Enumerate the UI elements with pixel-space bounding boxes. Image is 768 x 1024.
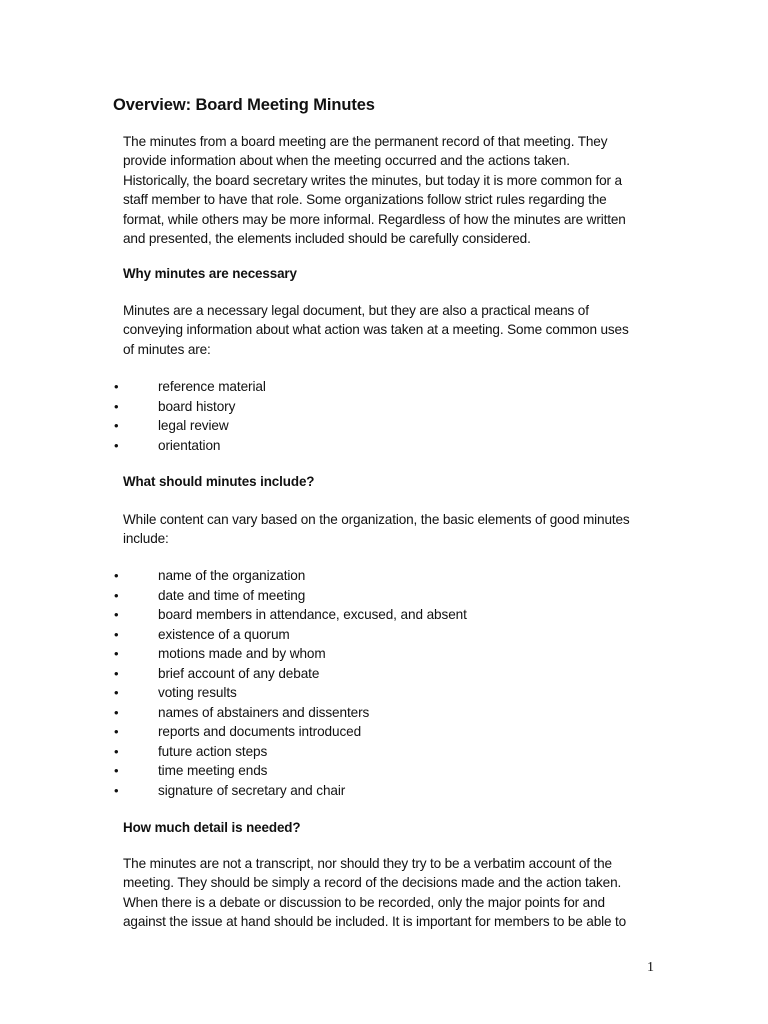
elements-bullet-list <box>0 566 768 800</box>
detail-line: The minutes are not a transcript, nor should they try to be a verbatim account of the <box>123 856 612 871</box>
list-item <box>0 742 768 762</box>
intro-line: provide information about when the meeting occurred and the actions taken. <box>123 153 570 169</box>
include-line: include: <box>123 531 169 547</box>
uses-bullet-list <box>0 377 768 455</box>
bullet-icon: • <box>114 704 119 720</box>
list-item-text: voting results <box>158 685 237 700</box>
list-item-text: reference material <box>158 379 266 394</box>
list-item <box>0 644 768 664</box>
list-item-text: orientation <box>158 437 221 453</box>
bullet-icon: • <box>114 743 119 759</box>
list-item-text: board members in attendance, excused, and absent <box>158 607 467 622</box>
list-item <box>0 605 768 625</box>
section-heading-include: What should minutes include? <box>123 474 315 489</box>
bullet-icon: • <box>114 607 119 622</box>
list-item-text: name of the organization <box>158 568 306 583</box>
include-paragraph <box>123 510 663 549</box>
bullet-icon: • <box>114 685 119 700</box>
list-item-text: brief account of any debate <box>158 665 320 681</box>
list-item <box>0 664 768 684</box>
bullet-icon: • <box>114 665 119 681</box>
list-item-text: future action steps <box>158 743 268 759</box>
why-paragraph <box>123 301 663 359</box>
intro-line: Historically, the board secretary writes the minutes, but today it is more common for a <box>123 172 622 188</box>
list-item <box>0 722 768 742</box>
why-line: conveying information about what action was taken at a meeting. Some common uses <box>123 322 629 338</box>
list-item <box>0 781 768 801</box>
bullet-icon: • <box>114 418 119 433</box>
bullet-icon: • <box>114 626 119 642</box>
why-line: of minutes are: <box>123 341 211 357</box>
list-item <box>0 566 768 586</box>
intro-line: The minutes from a board meeting are the permanent record of that meeting. They <box>123 134 608 149</box>
page-number: 1 <box>647 960 654 975</box>
list-item <box>0 416 768 436</box>
intro-line: and presented, the elements included should be carefully considered. <box>123 231 531 247</box>
why-line: Minutes are a necessary legal document, but they are also a practical means of <box>123 303 589 318</box>
bullet-icon: • <box>114 437 119 453</box>
bullet-icon: • <box>114 568 119 583</box>
detail-paragraph <box>123 854 663 932</box>
list-item-text: motions made and by whom <box>158 646 326 661</box>
list-item-text: existence of a quorum <box>158 626 290 642</box>
list-item-text: board history <box>158 398 236 414</box>
bullet-icon: • <box>114 646 119 661</box>
list-item <box>0 377 768 397</box>
list-item <box>0 397 768 417</box>
list-item <box>0 586 768 606</box>
list-item <box>0 703 768 723</box>
list-item <box>0 761 768 781</box>
detail-line: meeting. They should be simply a record of the decisions made and the action taken. <box>123 875 622 891</box>
detail-line: against the issue at hand should be included. It is important for members to be able to <box>123 914 627 930</box>
include-line: While content can vary based on the organization, the basic elements of good minutes <box>123 512 630 527</box>
section-heading-detail: How much detail is needed? <box>123 820 301 835</box>
list-item-text: legal review <box>158 418 229 433</box>
list-item-text: date and time of meeting <box>158 587 306 603</box>
list-item-text: names of abstainers and dissenters <box>158 704 370 720</box>
intro-line: format, while others may be more informal. Regardless of how the minutes are written <box>123 211 626 227</box>
bullet-icon: • <box>114 587 119 603</box>
bullet-icon: • <box>114 782 119 798</box>
page-title: Overview: Board Meeting Minutes <box>113 96 375 114</box>
list-item-text: signature of secretary and chair <box>158 782 346 798</box>
section-heading-why: Why minutes are necessary <box>123 266 297 281</box>
bullet-icon: • <box>114 398 119 414</box>
list-item <box>0 436 768 456</box>
bullet-icon: • <box>114 724 119 739</box>
detail-line: When there is a debate or discussion to be recorded, only the major points for and <box>123 894 605 910</box>
bullet-icon: • <box>114 379 119 394</box>
list-item-text: reports and documents introduced <box>158 724 362 739</box>
intro-paragraph <box>123 132 663 248</box>
bullet-icon: • <box>114 763 119 778</box>
list-item-text: time meeting ends <box>158 763 268 778</box>
list-item <box>0 625 768 645</box>
list-item <box>0 683 768 703</box>
intro-line: staff member to have that role. Some organizations follow strict rules regarding the <box>123 192 607 208</box>
